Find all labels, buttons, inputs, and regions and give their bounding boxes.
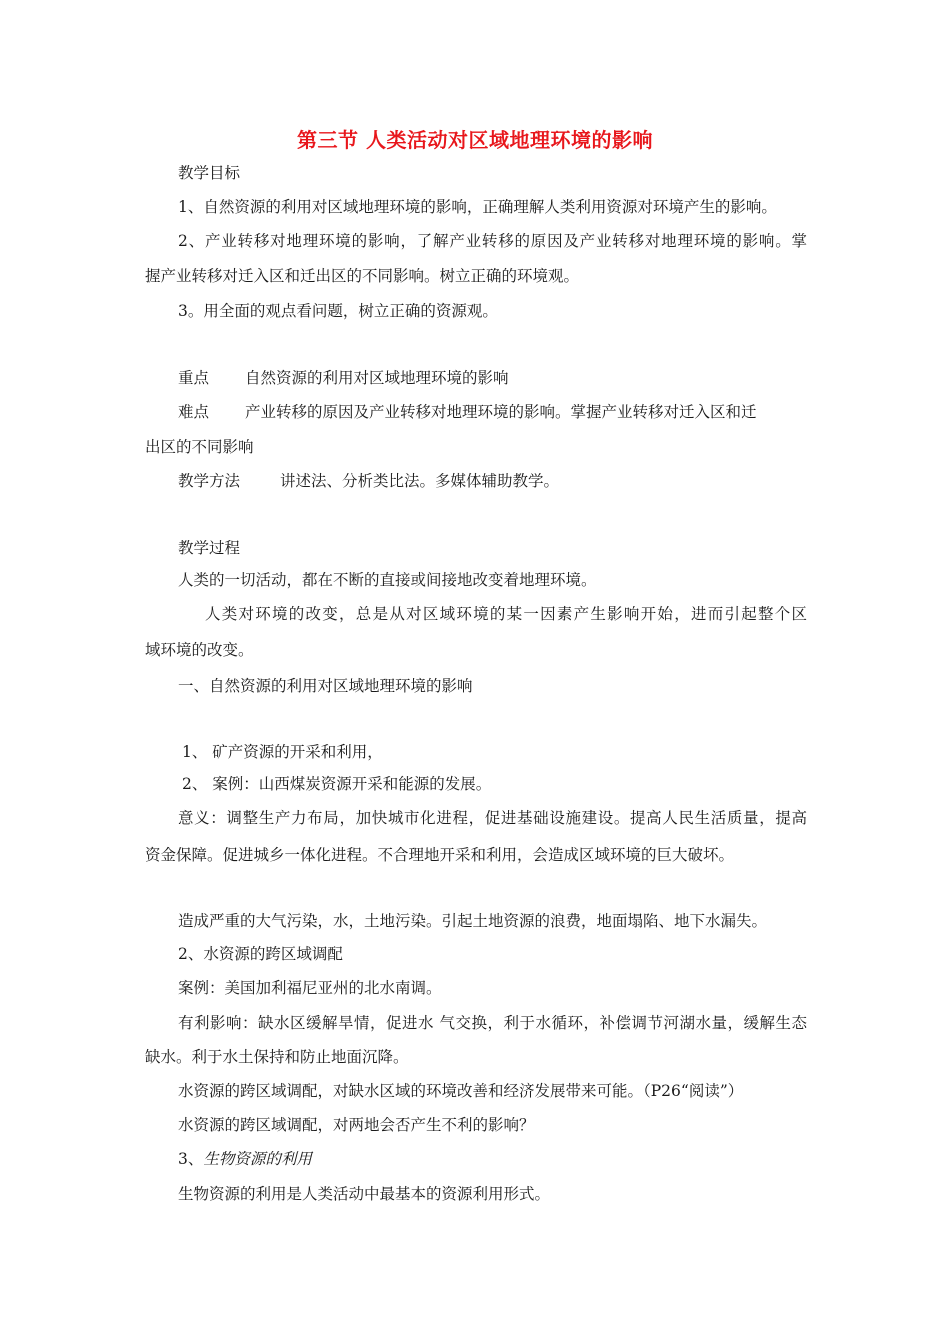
water-paragraph-2: 水资源的跨区域调配，对两地会否产生不利的影响？ bbox=[178, 1116, 535, 1134]
bio-paragraph: 生物资源的利用是人类活动中最基本的资源利用形式。 bbox=[178, 1185, 551, 1203]
key-point-row bbox=[178, 368, 509, 388]
list-item-1: 1、 矿产资源的开采和利用， bbox=[182, 743, 383, 761]
key-point-text: 自然资源的利用对区域地理环境的影响 bbox=[245, 369, 509, 387]
goal-2-line-1: 2、产业转移对地理环境的影响，了解产业转移的原因及产业转移对地理环境的影响。掌 bbox=[178, 232, 807, 250]
meaning-line-2: 资金保障。促进城乡一体化进程。不合理地开采和利用，会造成区域环境的巨大破坏。 bbox=[145, 846, 735, 864]
section-1-heading: 一、自然资源的利用对区域地理环境的影响 bbox=[178, 677, 473, 695]
process-paragraph-2-line-1: 人类对环境的改变，总是从对区域环境的某一因素产生影响开始，进而引起整个区 bbox=[205, 605, 807, 623]
difficulty-label: 难点 bbox=[178, 403, 210, 421]
method-label: 教学方法 bbox=[178, 472, 241, 490]
bio-heading-row bbox=[178, 1149, 312, 1169]
pollution-paragraph: 造成严重的大气污染，水，土地污染。引起土地资源的浪费，地面塌陷、地下水漏失。 bbox=[178, 912, 768, 930]
bio-heading: 生物资源的利用 bbox=[203, 1150, 312, 1168]
process-paragraph-2-line-2: 域环境的改变。 bbox=[145, 641, 254, 659]
process-paragraph-1: 人类的一切活动，都在不断的直接或间接地改变着地理环境。 bbox=[178, 571, 597, 589]
goals-heading: 教学目标 bbox=[178, 164, 241, 182]
method-text: 讲述法、分析类比法。多媒体辅助教学。 bbox=[280, 472, 560, 490]
list-item-2: 2、 案例：山西煤炭资源开采和能源的发展。 bbox=[182, 775, 492, 793]
process-heading: 教学过程 bbox=[178, 539, 241, 557]
water-case: 案例：美国加利福尼亚州的北水南调。 bbox=[178, 979, 442, 997]
difficulty-row bbox=[178, 402, 757, 422]
benefit-line-2: 缺水。利于水土保持和防止地面沉降。 bbox=[145, 1048, 409, 1066]
key-point-label: 重点 bbox=[178, 369, 210, 387]
water-heading: 2、水资源的跨区域调配 bbox=[178, 945, 343, 963]
difficulty-text: 产业转移的原因及产业转移对地理环境的影响。掌握产业转移对迁入区和迁 bbox=[245, 403, 757, 421]
page-title: 第三节 人类活动对区域地理环境的影响 bbox=[297, 128, 653, 152]
goal-2-line-2: 握产业转移对迁入区和迁出区的不同影响。树立正确的环境观。 bbox=[145, 267, 580, 285]
bio-heading-number: 3、 bbox=[178, 1150, 204, 1168]
benefit-line-1: 有利影响：缺水区缓解旱情，促进水 气交换，利于水循环，补偿调节河湖水量，缓解生态 bbox=[178, 1014, 807, 1032]
meaning-line-1: 意义：调整生产力布局，加快城市化进程，促进基础设施建设。提高人民生活质量，提高 bbox=[178, 809, 807, 827]
method-row bbox=[178, 471, 559, 491]
water-paragraph-1: 水资源的跨区域调配，对缺水区域的环境改善和经济发展带来可能。（P26“阅读”） bbox=[178, 1082, 744, 1100]
difficulty-text-line-2: 出区的不同影响 bbox=[145, 438, 254, 456]
goal-1: 1、自然资源的利用对区域地理环境的影响，正确理解人类利用资源对环境产生的影响。 bbox=[178, 198, 777, 216]
goal-3: 3。用全面的观点看问题，树立正确的资源观。 bbox=[178, 302, 498, 320]
